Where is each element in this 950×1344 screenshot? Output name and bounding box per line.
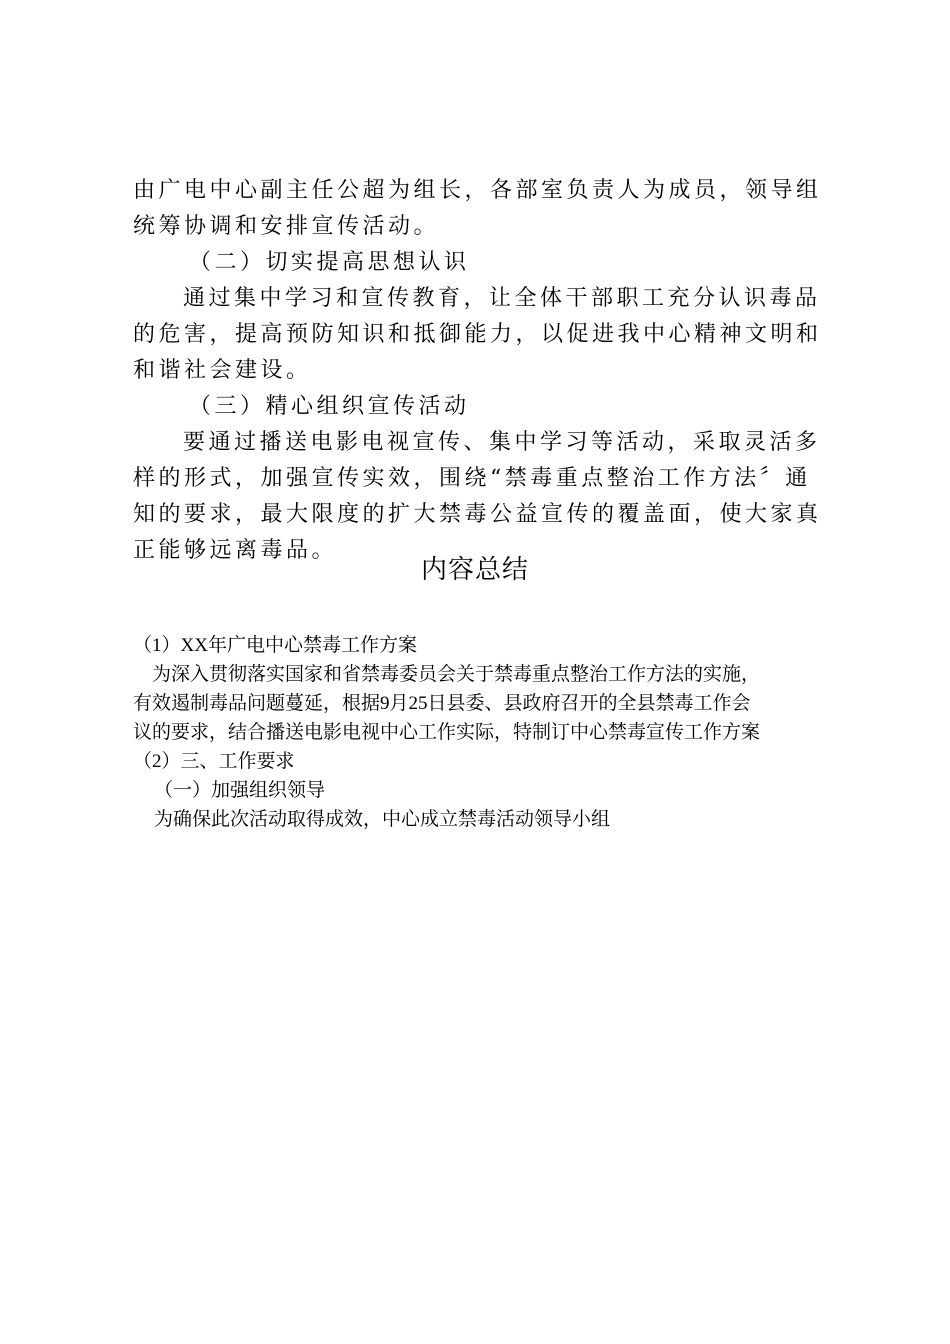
paragraph-line: 正能够远离毒品。 [133, 538, 338, 563]
summary-line: （一）加强组织领导 [154, 780, 326, 801]
summary-line: （1）XX年广电中心禁毒工作方案 [133, 635, 417, 656]
paragraph-line: 统筹协调和安排宣传活动。 [133, 214, 440, 239]
paragraph-line: 由广电中心副主任公超为组长，各部室负责人为成员，领导组 [133, 178, 822, 203]
paragraph-line: 样的形式，加强宣传实效，围绕“禁毒重点整治工作方法〞通 [133, 466, 811, 491]
summary-line: 有效遏制毒品问题蔓延，根据9月25日县委、县政府召开的全县禁毒工作会 [133, 693, 751, 714]
paragraph-line: 通过集中学习和宣传教育，让全体干部职工充分认识毒品 [183, 286, 821, 311]
summary-line: 为深入贯彻落实国家和省禁毒委员会关于禁毒重点整治工作方法的实施， [152, 664, 761, 685]
summary-line: 为确保此次活动取得成效，中心成立禁毒活动领导小组 [154, 809, 611, 830]
summary-line: （2）三、工作要求 [133, 751, 295, 772]
paragraph-line: 和谐社会建设。 [133, 358, 312, 383]
paragraph-line: 要通过播送电影电视宣传、集中学习等活动，采取灵活多 [183, 430, 821, 455]
summary-title: 内容总结 [420, 555, 529, 584]
paragraph-line: 的危害，提高预防知识和抵御能力，以促进我中心精神文明和 [133, 322, 822, 347]
summary-line: 议的要求，结合播送电影电视中心工作实际，特制订中心禁毒宣传工作方案 [133, 722, 761, 743]
summary-section [133, 631, 833, 834]
paragraph-line: 知的要求，最大限度的扩大禁毒公益宣传的覆盖面，使大家真 [133, 502, 822, 527]
section-heading: （二）切实提高思想认识 [189, 250, 470, 275]
body-section [133, 173, 823, 569]
section-heading: （三）精心组织宣传活动 [189, 394, 470, 419]
